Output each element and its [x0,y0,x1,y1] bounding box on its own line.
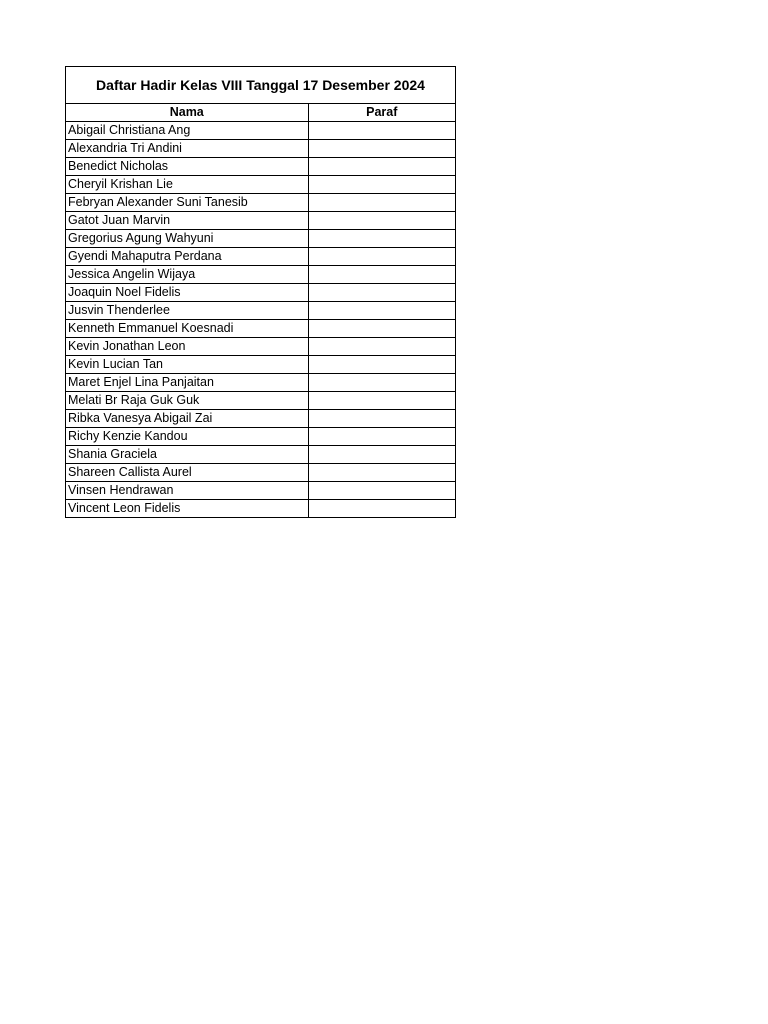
table-row [66,320,455,338]
table-row [66,284,455,302]
column-header-signature: Paraf [308,104,455,122]
signature-cell[interactable] [308,212,455,230]
student-name-cell: Gyendi Mahaputra Perdana [66,248,308,266]
table-row [66,464,455,482]
sheet-title: Daftar Hadir Kelas VIII Tanggal 17 Desember 2024 [66,67,455,104]
signature-cell[interactable] [308,500,455,518]
signature-cell[interactable] [308,320,455,338]
table-row [66,500,455,518]
table-row [66,212,455,230]
student-name-cell: Jusvin Thenderlee [66,302,308,320]
signature-cell[interactable] [308,464,455,482]
student-name-cell: Joaquin Noel Fidelis [66,284,308,302]
table-row [66,230,455,248]
signature-cell[interactable] [308,356,455,374]
student-name-cell: Vincent Leon Fidelis [66,500,308,518]
student-name-cell: Kenneth Emmanuel Koesnadi [66,320,308,338]
table-row [66,356,455,374]
student-name-cell: Kevin Lucian Tan [66,356,308,374]
student-name-cell: Jessica Angelin Wijaya [66,266,308,284]
table-header-row [66,104,455,122]
student-name-cell: Maret Enjel Lina Panjaitan [66,374,308,392]
table-row [66,338,455,356]
student-name-cell: Abigail Christiana Ang [66,122,308,140]
signature-cell[interactable] [308,302,455,320]
table-row [66,122,455,140]
table-body [66,122,455,518]
signature-cell[interactable] [308,446,455,464]
student-name-cell: Cheryil Krishan Lie [66,176,308,194]
student-name-cell: Kevin Jonathan Leon [66,338,308,356]
column-header-name: Nama [66,104,308,122]
table-row [66,482,455,500]
signature-cell[interactable] [308,230,455,248]
table-row [66,158,455,176]
student-name-cell: Gregorius Agung Wahyuni [66,230,308,248]
table-row [66,374,455,392]
table-row [66,302,455,320]
signature-cell[interactable] [308,392,455,410]
table-row [66,428,455,446]
table-row [66,176,455,194]
table-row [66,446,455,464]
table-row [66,248,455,266]
signature-cell[interactable] [308,176,455,194]
student-name-cell: Ribka Vanesya Abigail Zai [66,410,308,428]
student-name-cell: Benedict Nicholas [66,158,308,176]
signature-cell[interactable] [308,194,455,212]
student-name-cell: Alexandria Tri Andini [66,140,308,158]
student-name-cell: Richy Kenzie Kandou [66,428,308,446]
signature-cell[interactable] [308,158,455,176]
student-name-cell: Shareen Callista Aurel [66,464,308,482]
student-name-cell: Gatot Juan Marvin [66,212,308,230]
signature-cell[interactable] [308,140,455,158]
attendance-table [66,104,455,517]
signature-cell[interactable] [308,410,455,428]
signature-cell[interactable] [308,266,455,284]
signature-cell[interactable] [308,122,455,140]
signature-cell[interactable] [308,428,455,446]
table-row [66,194,455,212]
table-row [66,140,455,158]
signature-cell[interactable] [308,248,455,266]
attendance-sheet [65,66,456,518]
student-name-cell: Febryan Alexander Suni Tanesib [66,194,308,212]
student-name-cell: Melati Br Raja Guk Guk [66,392,308,410]
signature-cell[interactable] [308,284,455,302]
table-row [66,392,455,410]
student-name-cell: Vinsen Hendrawan [66,482,308,500]
signature-cell[interactable] [308,482,455,500]
signature-cell[interactable] [308,338,455,356]
student-name-cell: Shania Graciela [66,446,308,464]
signature-cell[interactable] [308,374,455,392]
table-row [66,266,455,284]
table-row [66,410,455,428]
